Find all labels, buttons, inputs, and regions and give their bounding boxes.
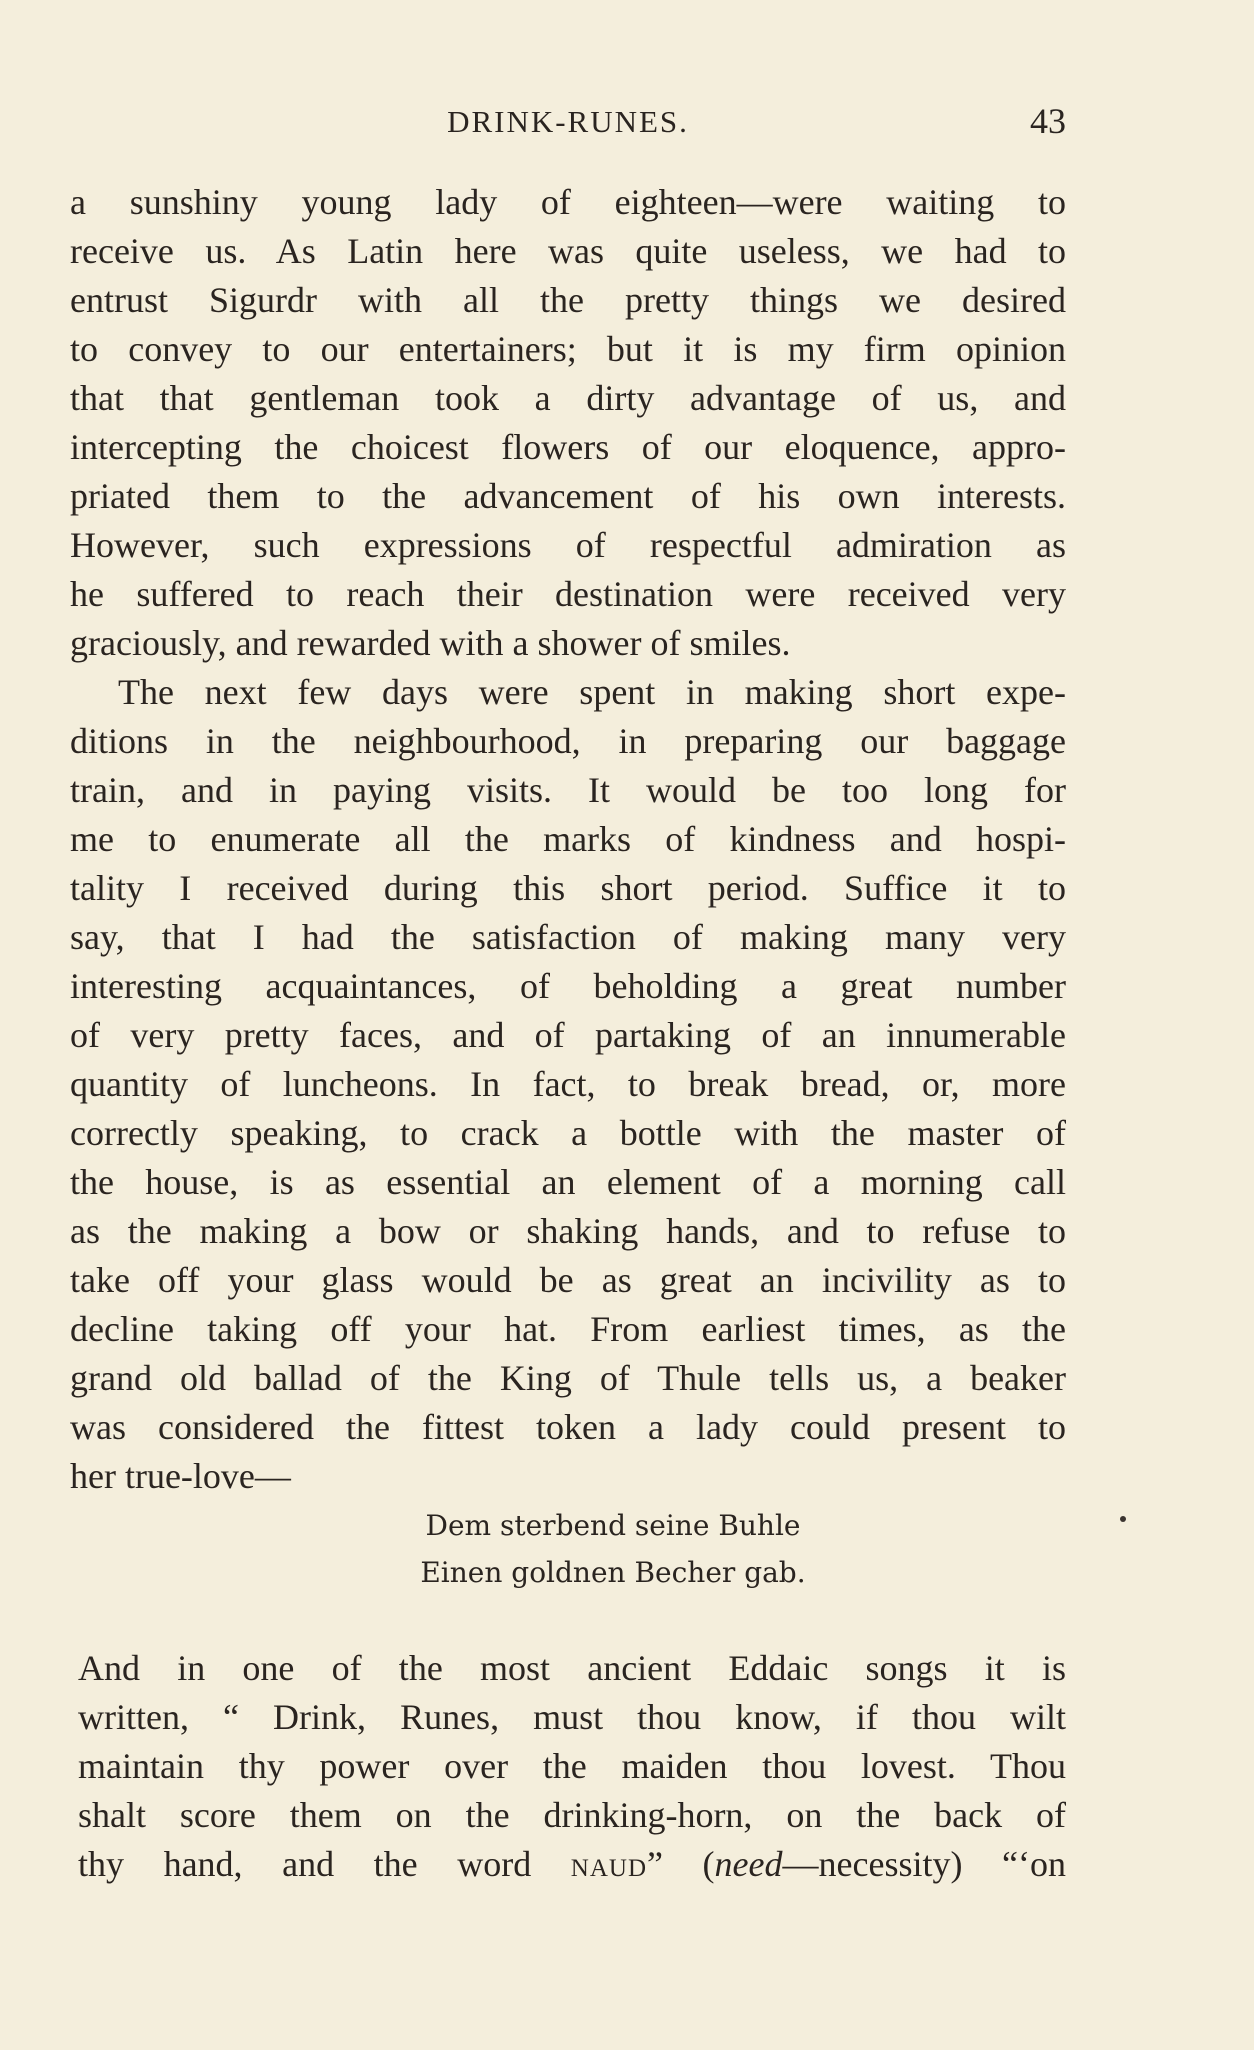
text-line: shalt score them on the drinking-horn, on the back of — [78, 1795, 1066, 1835]
page-number: 43 — [1030, 101, 1066, 141]
verse-line: Dem sterbend seine Buhle — [425, 1509, 801, 1542]
text-line: grand old ballad of the King of Thule tells us, a beaker — [70, 1358, 1066, 1398]
text-line: he suffered to reach their destination were received very — [70, 574, 1066, 614]
small-caps-word: naud — [570, 1844, 647, 1884]
printer-mark — [1120, 1516, 1126, 1522]
text-line: to convey to our entertainers; but it is my firm opinion — [70, 329, 1066, 369]
text-line: However, such expressions of respectful admiration as — [70, 525, 1066, 565]
text-line: graciously, and rewarded with a shower of smiles. — [70, 623, 791, 663]
text-line: priated them to the advancement of his own interests. — [70, 476, 1066, 516]
text-line: as the making a bow or shaking hands, and to refuse to — [70, 1211, 1066, 1251]
final-text-line — [78, 1840, 1066, 1888]
text-line: say, that I had the satisfaction of making many very — [70, 917, 1066, 957]
italic-word: need — [714, 1844, 783, 1884]
text-line: entrust Sigurdr with all the pretty things we desired — [70, 280, 1066, 320]
final-line-end: —necessity) “‘on — [782, 1844, 1066, 1884]
text-line: a sunshiny young lady of eighteen—were waiting to — [70, 182, 1066, 222]
text-line: receive us. As Latin here was quite useless, we had to — [70, 231, 1066, 271]
text-line: that that gentleman took a dirty advantage of us, and — [70, 378, 1066, 418]
running-head — [70, 96, 1066, 146]
text-line: maintain thy power over the maiden thou lovest. Thou — [78, 1746, 1066, 1786]
text-line: train, and in paying visits. It would be too long for — [70, 770, 1066, 810]
text-line: me to enumerate all the marks of kindness and hospi- — [70, 819, 1066, 859]
final-line-mid: ” ( — [647, 1844, 715, 1884]
text-line: the house, is as essential an element of a morning call — [70, 1162, 1066, 1202]
verse-line: Einen goldnen Becher gab. — [420, 1556, 806, 1589]
text-line: correctly speaking, to crack a bottle with the master of — [70, 1113, 1066, 1153]
text-line: intercepting the choicest flowers of our eloquence, appro- — [70, 427, 1066, 467]
text-line: was considered the fittest token a lady could present to — [70, 1407, 1066, 1447]
text-line: quantity of luncheons. In fact, to break bread, or, more — [70, 1064, 1066, 1104]
text-line: her true-love— — [70, 1456, 291, 1496]
text-line: take off your glass would be as great an incivility as to — [70, 1260, 1066, 1300]
final-line-start: thy hand, and the word — [78, 1844, 571, 1884]
paragraph-start: The next few days were spent in making short expe- — [118, 672, 1066, 712]
text-line: of very pretty faces, and of partaking of an innumerable — [70, 1015, 1066, 1055]
text-line: tality I received during this short period. Suffice it to — [70, 868, 1066, 908]
text-line: decline taking off your hat. From earliest times, as the — [70, 1309, 1066, 1349]
text-line: ditions in the neighbourhood, in preparing our baggage — [70, 721, 1066, 761]
running-title: DRINK-RUNES. — [447, 104, 689, 139]
text-line: And in one of the most ancient Eddaic songs it is — [78, 1648, 1066, 1688]
text-line: interesting acquaintances, of beholding a great number — [70, 966, 1066, 1006]
text-line: written, “ Drink, Runes, must thou know, if thou wilt — [78, 1697, 1066, 1737]
